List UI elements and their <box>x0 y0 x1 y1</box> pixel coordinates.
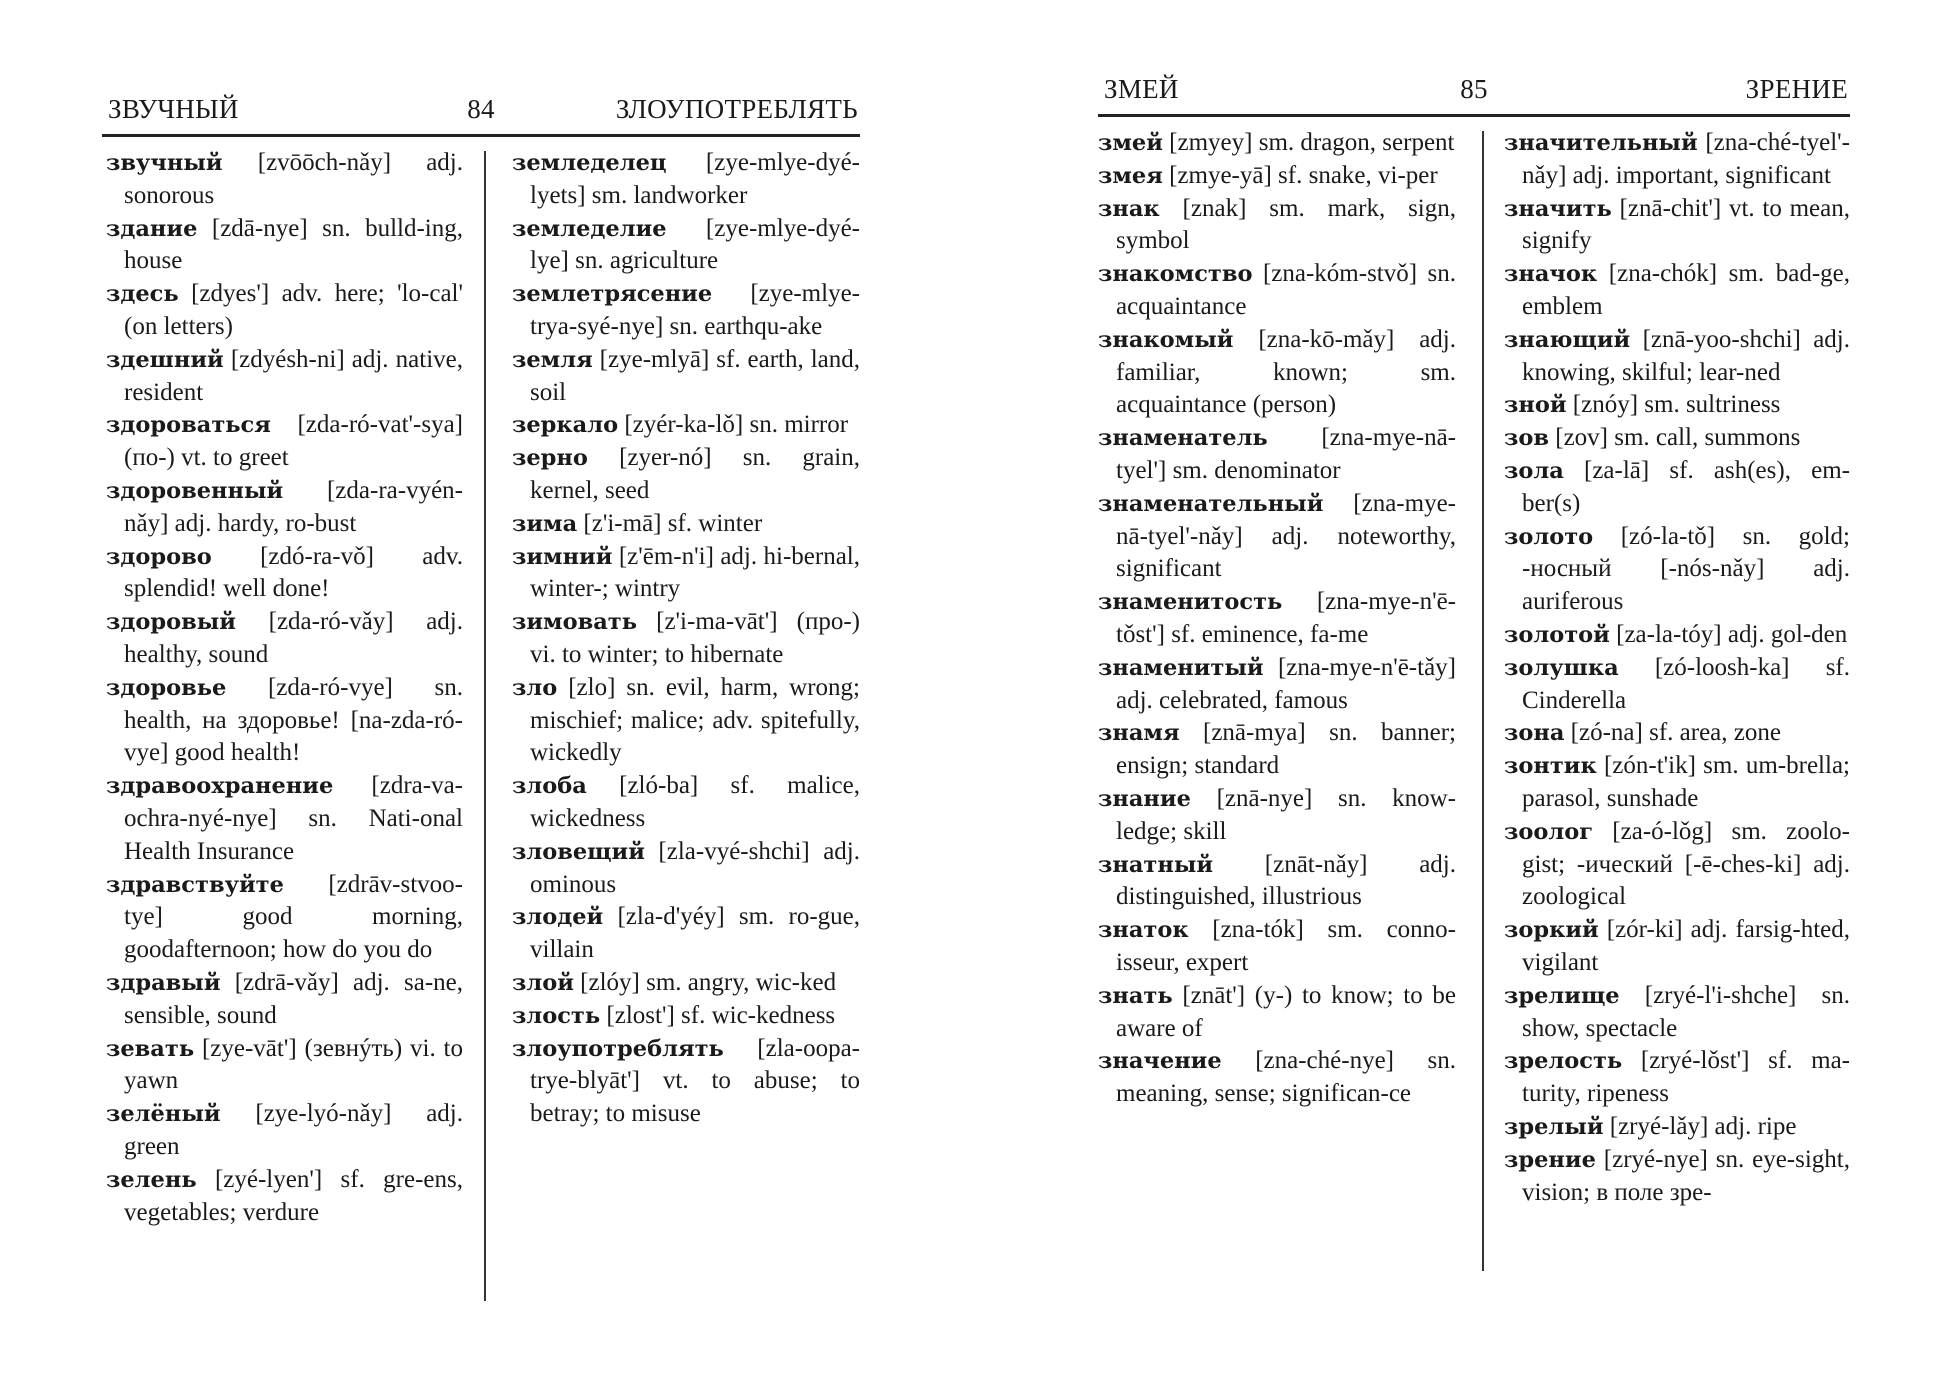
definition: [zna-tók] sm. conno-isseur, expert <box>1116 916 1456 976</box>
dictionary-entry <box>1098 488 1456 586</box>
definition: [znā-nye] sn. know-ledge; skill <box>1116 784 1457 845</box>
dictionary-entry <box>1504 455 1850 521</box>
dictionary-entry <box>1504 258 1850 324</box>
headword: зловещий <box>512 838 645 865</box>
headword: здоровье <box>106 674 227 701</box>
dictionary-entry <box>1098 783 1456 849</box>
headword: зеркало <box>512 412 619 439</box>
dictionary-entry <box>106 967 463 1033</box>
dictionary-entry <box>512 901 860 967</box>
dictionary-entry <box>1098 586 1456 652</box>
headword: зимовать <box>512 609 638 636</box>
definition: [zdó-ra-vǒ] adv. splendid! well done! <box>124 542 464 603</box>
definition: [zló-ba] sf. malice, wickedness <box>530 772 861 832</box>
dictionary-entry <box>512 213 860 279</box>
definition: [zda-ra-vyén-nǎy] adj. hardy, ro-bust <box>124 476 463 537</box>
headword: зрелость <box>1504 1048 1623 1075</box>
dictionary-entry <box>1098 422 1456 488</box>
headword: зрелище <box>1504 982 1620 1009</box>
definition: [zdrā-vǎy] adj. sa-ne, sensible, sound <box>124 968 463 1029</box>
headword: значок <box>1504 261 1598 288</box>
dictionary-entry <box>1504 619 1850 652</box>
headword: значительный <box>1504 130 1698 156</box>
column-divider <box>484 151 486 1301</box>
definition: [za-lā] sf. ash(es), em-ber(s) <box>1522 456 1850 517</box>
dictionary-entry <box>1504 389 1850 422</box>
headword: значение <box>1098 1048 1222 1075</box>
definition: [zó-la-tǒ] sn. gold; -носный [-nós-nǎy] adj. auriferous <box>1522 522 1850 616</box>
dictionary-entry <box>512 541 860 607</box>
dictionary-entry <box>106 475 463 541</box>
header-guide-word-right: ЗЛОУПОТРЕБЛЯТЬ <box>615 94 858 124</box>
dictionary-entry <box>1504 127 1850 193</box>
dictionary-entry <box>106 541 463 607</box>
column-1 <box>1098 127 1456 1111</box>
column-divider <box>1482 131 1484 1271</box>
dictionary-entry <box>1504 816 1850 914</box>
dictionary-entry <box>512 409 860 442</box>
header-guide-word-left: ЗМЕЙ <box>1104 74 1179 104</box>
headword: знак <box>1098 195 1160 222</box>
page-number: 85 <box>1460 74 1488 104</box>
headword: зона <box>1504 720 1565 747</box>
definition: [zda-ró-vǎy] adj. healthy, sound <box>124 608 463 668</box>
headword: здоровенный <box>106 477 284 504</box>
dictionary-entry <box>106 344 463 410</box>
definition: [zryé-nye] sn. eye-sight, vision; в поле зре- <box>1522 1145 1850 1206</box>
dictionary-entry <box>106 869 463 967</box>
dictionary-entry <box>106 1098 463 1164</box>
definition: [zyé-lyen'] sf. gre-ens, vegetables; verdure <box>124 1165 464 1226</box>
dictionary-entry <box>1504 750 1850 816</box>
headword: злоупотреблять <box>512 1035 724 1062</box>
headword: знаменательный <box>1098 490 1324 517</box>
headword: землетрясение <box>512 281 713 308</box>
dictionary-entry <box>1504 914 1850 980</box>
definition: [zór-ki] adj. farsig-hted, vigilant <box>1522 916 1850 976</box>
headword: знаменатель <box>1098 425 1268 452</box>
dictionary-entry <box>512 442 860 508</box>
page-header <box>1098 70 1850 117</box>
dictionary-entry <box>1098 324 1456 422</box>
definition: [zye-mlyā] sf. earth, land, soil <box>530 345 860 406</box>
definition: [zón-t'ik] sm. um-brella; parasol, sunshade <box>1522 752 1850 812</box>
dictionary-entry <box>1098 849 1456 915</box>
definition: [zla-d'yéy] sm. ro-gue, villain <box>530 903 861 964</box>
headword: зелёный <box>106 1101 221 1128</box>
definition: [zna-ché-tyel'-nǎy] adj. important, significant <box>1522 129 1850 189</box>
dictionary-entry <box>512 508 860 541</box>
definition: [zov] sm. call, summons <box>1555 424 1801 452</box>
headword: здравый <box>106 969 221 996</box>
definition: [zna-mye-n'ē-tǎy] adj. celebrated, famous <box>1116 653 1456 714</box>
dictionary-entry <box>1098 717 1456 783</box>
headword: знамя <box>1098 720 1180 747</box>
headword: зной <box>1504 392 1567 419</box>
headword: здешний <box>106 346 224 373</box>
headword: здравоохранение <box>106 773 334 800</box>
definition: [zlo] sn. evil, harm, wrong; mischief; malice; adv. spitefully, wickedly <box>530 673 860 767</box>
definition: [zvōōch-nǎy] adj. sonorous <box>124 149 464 209</box>
dictionary-entry <box>1504 324 1850 390</box>
headword: злой <box>512 969 574 996</box>
left-page <box>102 90 860 1320</box>
headword: земледелец <box>512 150 667 176</box>
definition: [zdā-nye] sn. bulld-ing, house <box>124 214 464 275</box>
definition: [zó-loosh-ka] sf. Cinderella <box>1522 653 1850 714</box>
headword: золушка <box>1504 654 1619 681</box>
headword: зоркий <box>1504 917 1599 944</box>
headword: знающий <box>1504 326 1631 353</box>
definition: [zda-ró-vye] sn. health, на здоровье! [na-zda-ró-vye] good health! <box>124 673 463 767</box>
definition: [z'ēm-n'i] adj. hi-bernal, winter-; wintry <box>530 542 860 603</box>
definition: [zmye-yā] sf. snake, vi-per <box>1169 161 1438 189</box>
headword: зимний <box>512 543 613 570</box>
headword: знакомый <box>1098 326 1234 353</box>
dictionary-entry <box>512 1033 860 1131</box>
header-guide-word-right: ЗРЕНИЕ <box>1745 74 1848 104</box>
headword: знаток <box>1098 917 1189 944</box>
definition: [zye-vāt'] (зевнýть) vi. to yawn <box>124 1034 463 1095</box>
dictionary-entry <box>512 278 860 344</box>
dictionary-entry <box>1098 160 1456 193</box>
headword: зоолог <box>1504 818 1594 845</box>
definition: [zryé-l'i-shche] sn. show, spectacle <box>1522 981 1850 1042</box>
headword: зерно <box>512 445 588 472</box>
definition: [zla-oopa-trye-blyāt'] vt. to abuse; to betray; to misuse <box>530 1034 860 1128</box>
dictionary-entry <box>106 770 463 868</box>
headword: змей <box>1098 130 1163 156</box>
dictionary-entry <box>512 836 860 902</box>
headword: зло <box>512 674 558 701</box>
definition: [za-la-tóy] adj. gol-den <box>1616 620 1848 648</box>
column-1 <box>106 147 463 1229</box>
definition: [za-ó-lǒg] sm. zoolo-gist; -ический [-ē-ches-ki] adj. zoological <box>1522 817 1851 911</box>
column-2 <box>1504 127 1850 1209</box>
definition: [zmyey] sm. dragon, serpent <box>1169 129 1455 156</box>
definition: [zyér-ka-lǒ] sn. mirror <box>624 411 849 439</box>
dictionary-entry <box>512 344 860 410</box>
headword: злодей <box>512 904 604 931</box>
definition: [zlost'] sf. wic-kedness <box>606 1001 836 1029</box>
dictionary-entry <box>1098 1045 1456 1111</box>
headword: зов <box>1504 425 1549 452</box>
headword: зрение <box>1504 1146 1596 1173</box>
definition: [znāt'] (у-) to know; to be aware of <box>1116 981 1456 1042</box>
definition: [zna-mye-nā-tyel'-nǎy] adj. noteworthy, significant <box>1116 489 1456 583</box>
dictionary-entry <box>512 672 860 770</box>
definition: [zdra-va-ochra-nyé-nye] sn. Nati-onal Health Insurance <box>124 772 463 865</box>
dictionary-entry <box>1504 980 1850 1046</box>
dictionary-entry <box>1098 258 1456 324</box>
dictionary-entry <box>512 967 860 1000</box>
headword: знаменитый <box>1098 654 1264 681</box>
dictionary-entry <box>1504 652 1850 718</box>
headword: здоровый <box>106 609 236 636</box>
dictionary-entry <box>512 1000 860 1033</box>
definition: [zryé-lǒst'] sf. ma-turity, ripeness <box>1522 1047 1850 1108</box>
dictionary-entry <box>1504 1144 1850 1210</box>
definition: [znā-chit'] vt. to mean, signify <box>1522 194 1850 255</box>
headword: здравствуйте <box>106 871 284 898</box>
dictionary-entry <box>1098 193 1456 259</box>
headword: зрелый <box>1504 1113 1604 1140</box>
definition: [z'i-mā] sf. winter <box>583 509 763 537</box>
dictionary-entry <box>106 1033 463 1099</box>
definition: [zna-mye-nā-tyel'] sm. denominator <box>1116 424 1456 484</box>
definition: [zdrāv-stvoo-tye] good morning, goodafternoon; how do you do <box>124 870 463 964</box>
definition: [zda-ró-vat'-sya] (по-) vt. to greet <box>124 411 463 472</box>
headword: знатный <box>1098 851 1214 878</box>
dictionary-entry <box>512 147 860 213</box>
dictionary-entry <box>106 1164 463 1230</box>
dictionary-entry <box>512 770 860 836</box>
headword: здание <box>106 215 198 242</box>
headword: значить <box>1504 195 1612 222</box>
definition: [zye-mlye-dyé-lye] sn. agriculture <box>530 214 860 275</box>
definition: [zó-na] sf. area, zone <box>1570 719 1781 747</box>
dictionary-entry <box>1098 980 1456 1046</box>
dictionary-entry <box>1504 422 1850 455</box>
dictionary-entry <box>1098 914 1456 980</box>
definition: [znóy] sm. sultriness <box>1572 391 1781 419</box>
headword: золотой <box>1504 621 1610 648</box>
headword: здесь <box>106 281 179 308</box>
definition: [zye-lyó-nǎy] adj. green <box>124 1100 463 1160</box>
definition: [zla-vyé-shchi] adj. ominous <box>530 837 860 898</box>
dictionary-entry <box>106 672 463 770</box>
headword: здороваться <box>106 412 271 439</box>
headword: зола <box>1504 457 1564 484</box>
dictionary-entry <box>106 606 463 672</box>
definition: [z'i-ma-vāt'] (про-) vi. to winter; to hibernate <box>530 608 861 668</box>
headword: золото <box>1504 523 1594 550</box>
definition: [zna-ché-nye] sn. meaning, sense; significan-ce <box>1116 1047 1456 1108</box>
headword: земледелие <box>512 215 667 242</box>
definition: [zye-mlye-trya-syé-nye] sn. earthqu-ake <box>530 280 860 340</box>
headword: знаменитость <box>1098 589 1283 616</box>
definition: [znak] sm. mark, sign, symbol <box>1116 194 1457 255</box>
headword: знакомство <box>1098 261 1253 288</box>
definition: [zna-mye-n'ē-tǒst'] sf. eminence, fa-me <box>1116 588 1456 648</box>
definition: [znāt-nǎy] adj. distinguished, illustrious <box>1116 850 1456 911</box>
headword: злоба <box>512 773 587 800</box>
dictionary-entry <box>512 606 860 672</box>
headword: земля <box>512 346 593 373</box>
definition: [zna-chók] sm. bad-ge, emblem <box>1522 260 1850 320</box>
right-page <box>1098 70 1850 1300</box>
definition: [zlóy] sm. angry, wic-ked <box>580 968 837 996</box>
definition: [znā-mya] sn. banner; ensign; standard <box>1116 719 1456 780</box>
column-2 <box>512 147 860 1131</box>
headword: зевать <box>106 1035 195 1062</box>
definition: [zdyes'] adv. here; 'lo-cal' (on letters) <box>124 280 464 340</box>
definition: [zryé-lǎy] adj. ripe <box>1609 1112 1797 1140</box>
headword: зима <box>512 510 578 537</box>
headword: змея <box>1098 162 1163 189</box>
definition: [zdyésh-ni] adj. native, resident <box>124 345 463 406</box>
dictionary-entry <box>1504 521 1850 619</box>
dictionary-entry <box>106 409 463 475</box>
dictionary-entry <box>1504 193 1850 259</box>
definition: [zyer-nó] sn. grain, kernel, seed <box>530 444 860 504</box>
dictionary-entry <box>106 213 463 279</box>
headword: зелень <box>106 1166 197 1193</box>
definition: [zna-kō-mǎy] adj. familiar, known; sm. acquaintance (person) <box>1116 325 1456 419</box>
headword: знать <box>1098 982 1173 1009</box>
definition: [zye-mlye-dyé-lyets] sm. landworker <box>530 149 860 209</box>
definition: [znā-yoo-shchi] adj. knowing, skilful; lear-ned <box>1522 325 1851 386</box>
page-header <box>102 90 860 137</box>
headword: злость <box>512 1002 601 1029</box>
headword: звучный <box>106 150 223 176</box>
header-guide-word-left: ЗВУЧНЫЙ <box>108 94 239 124</box>
dictionary-entry <box>1098 127 1456 160</box>
dictionary-entry <box>106 147 463 213</box>
page-number: 84 <box>467 94 495 124</box>
dictionary-entry <box>1504 717 1850 750</box>
dictionary-entry <box>106 278 463 344</box>
headword: здорово <box>106 543 212 570</box>
headword: зонтик <box>1504 753 1597 780</box>
definition: [zna-kóm-stvǒ] sn. acquaintance <box>1116 260 1456 320</box>
dictionary-entry <box>1504 1111 1850 1144</box>
dictionary-entry <box>1504 1045 1850 1111</box>
headword: знание <box>1098 785 1191 812</box>
dictionary-entry <box>1098 652 1456 718</box>
